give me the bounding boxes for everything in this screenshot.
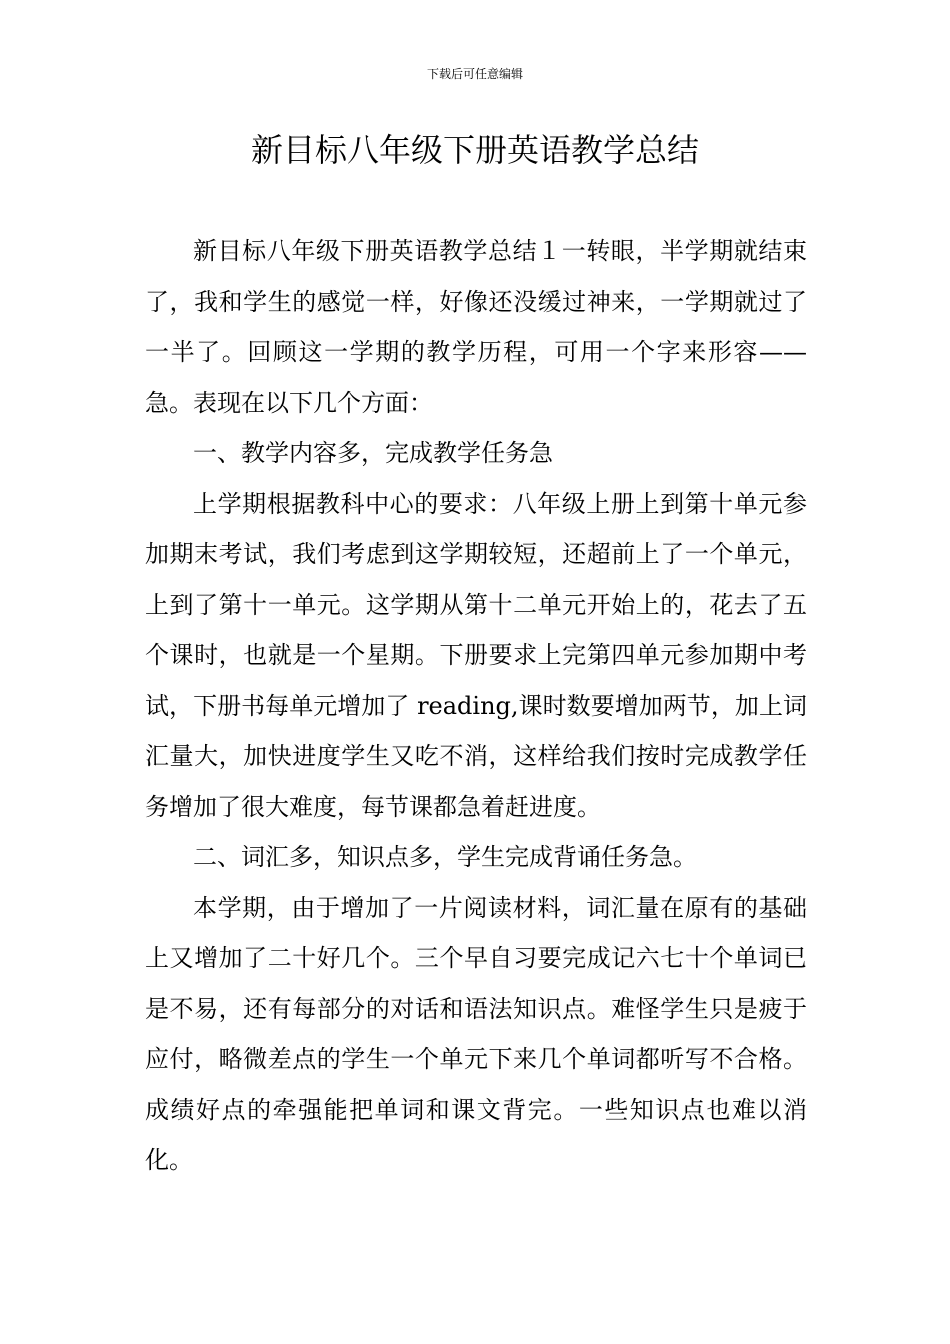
header-note: 下载后可任意编辑 bbox=[426, 67, 523, 81]
document-title: 新目标八年级下册英语教学总结 bbox=[250, 131, 699, 169]
document-body bbox=[145, 226, 807, 1186]
paragraph-section-1: 上学期根据教科中心的要求：八年级上册上到第十单元参加期末考试，我们考虑到这学期较短，还超前上了一个单元，上到了第十一单元。这学期从第十二单元开始上的，花去了五个课时，也就是一个星期。下册要求上完第四单元参加期中考试，下册书每单元增加了 reading,课时数要增加两节，加上词汇量大，加快进度学生又吃不消，这样给我们按时完成教学任务增加了很大难度，每节课都急着赶进度。 bbox=[145, 489, 807, 821]
paragraph-section-2: 本学期，由于增加了一片阅读材料，词汇量在原有的基础上又增加了二十好几个。三个早自习要完成记六七十个单词已是不易，还有每部分的对话和语法知识点。难怪学生只是疲于应付，略微差点的学生一个单元下来几个单词都听写不合格。成绩好点的牵强能把单词和课文背完。一些知识点也难以消化。 bbox=[145, 893, 807, 1174]
paragraph-intro: 新目标八年级下册英语教学总结１一转眼，半学期就结束了，我和学生的感觉一样，好像还没缓过神来，一学期就过了一半了。回顾这一学期的教学历程，可用一个字来形容——急。表现在以下几个方面： bbox=[145, 237, 807, 417]
section-heading-2: 二、词汇多，知识点多，学生完成背诵任务急。 bbox=[193, 843, 697, 871]
section-heading-1: 一、教学内容多，完成教学任务急 bbox=[193, 439, 553, 467]
